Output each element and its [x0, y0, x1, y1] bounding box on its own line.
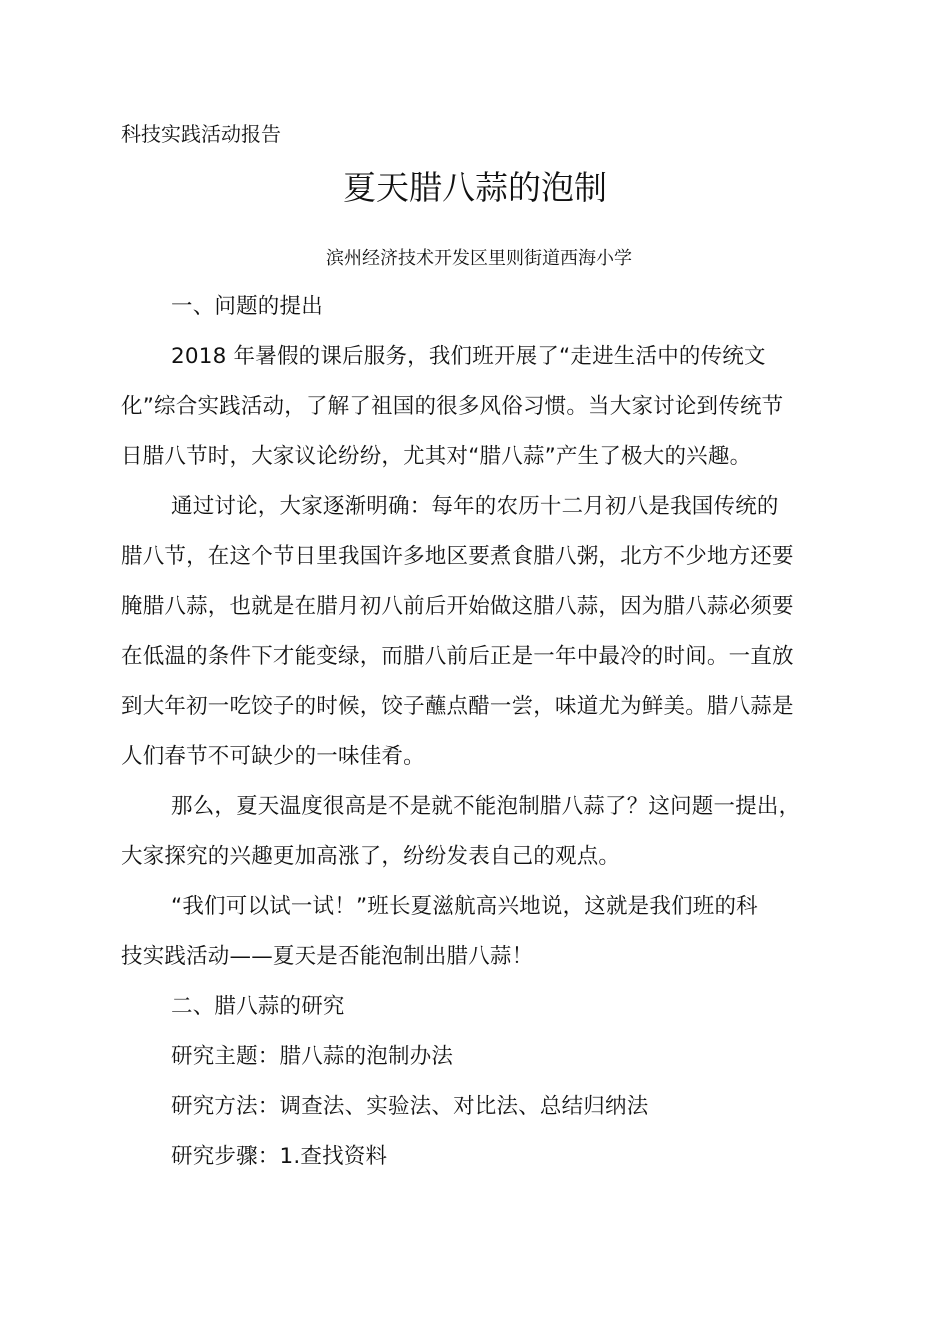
text-line: 化”综合实践活动，了解了祖国的很多风俗习惯。当大家讨论到传统节 [121, 394, 784, 419]
text-line: 到大年初一吃饺子的时候，饺子蘸点醋一尝，味道尤为鲜美。腊八蒜是 [121, 694, 794, 719]
text-line: 在低温的条件下才能变绿，而腊八前后正是一年中最冷的时间。一直放 [121, 644, 794, 669]
text-line: 2018 年暑假的课后服务，我们班开展了“走进生活中的传统文 [171, 344, 766, 369]
text-line: “我们可以试一试！”班长夏滋航高兴地说，这就是我们班的科 [171, 894, 758, 919]
text-line: 腌腊八蒜，也就是在腊月初八前后开始做这腊八蒜，因为腊八蒜必须要 [121, 594, 794, 619]
text-line: 日腊八节时，大家议论纷纷，尤其对“腊八蒜”产生了极大的兴趣。 [121, 444, 752, 469]
school-name: 滨州经济技术开发区里则街道西海小学 [326, 248, 632, 269]
text-line: 二、腊八蒜的研究 [171, 994, 345, 1019]
text-line: 大家探究的兴趣更加高涨了，纷纷发表自己的观点。 [121, 844, 621, 869]
document-body [121, 282, 849, 1182]
text-line: 通过讨论，大家逐渐明确：每年的农历十二月初八是我国传统的 [171, 494, 779, 519]
text-line: 研究主题：腊八蒜的泡制办法 [171, 1044, 454, 1069]
text-line: 那么，夏天温度很高是不是就不能泡制腊八蒜了？这问题一提出， [171, 794, 801, 819]
report-type-label: 科技实践活动报告 [121, 122, 281, 146]
text-line: 研究步骤：1.查找资料 [171, 1144, 388, 1169]
text-line: 腊八节，在这个节日里我国许多地区要煮食腊八粥，北方不少地方还要 [121, 544, 794, 569]
text-line: 研究方法：调查法、实验法、对比法、总结归纳法 [171, 1094, 649, 1119]
document-title: 夏天腊八蒜的泡制 [343, 168, 607, 207]
text-line: 一、问题的提出 [171, 294, 323, 319]
text-line: 人们春节不可缺少的一味佳肴。 [121, 744, 425, 769]
text-line: 技实践活动——夏天是否能泡制出腊八蒜！ [121, 944, 534, 969]
